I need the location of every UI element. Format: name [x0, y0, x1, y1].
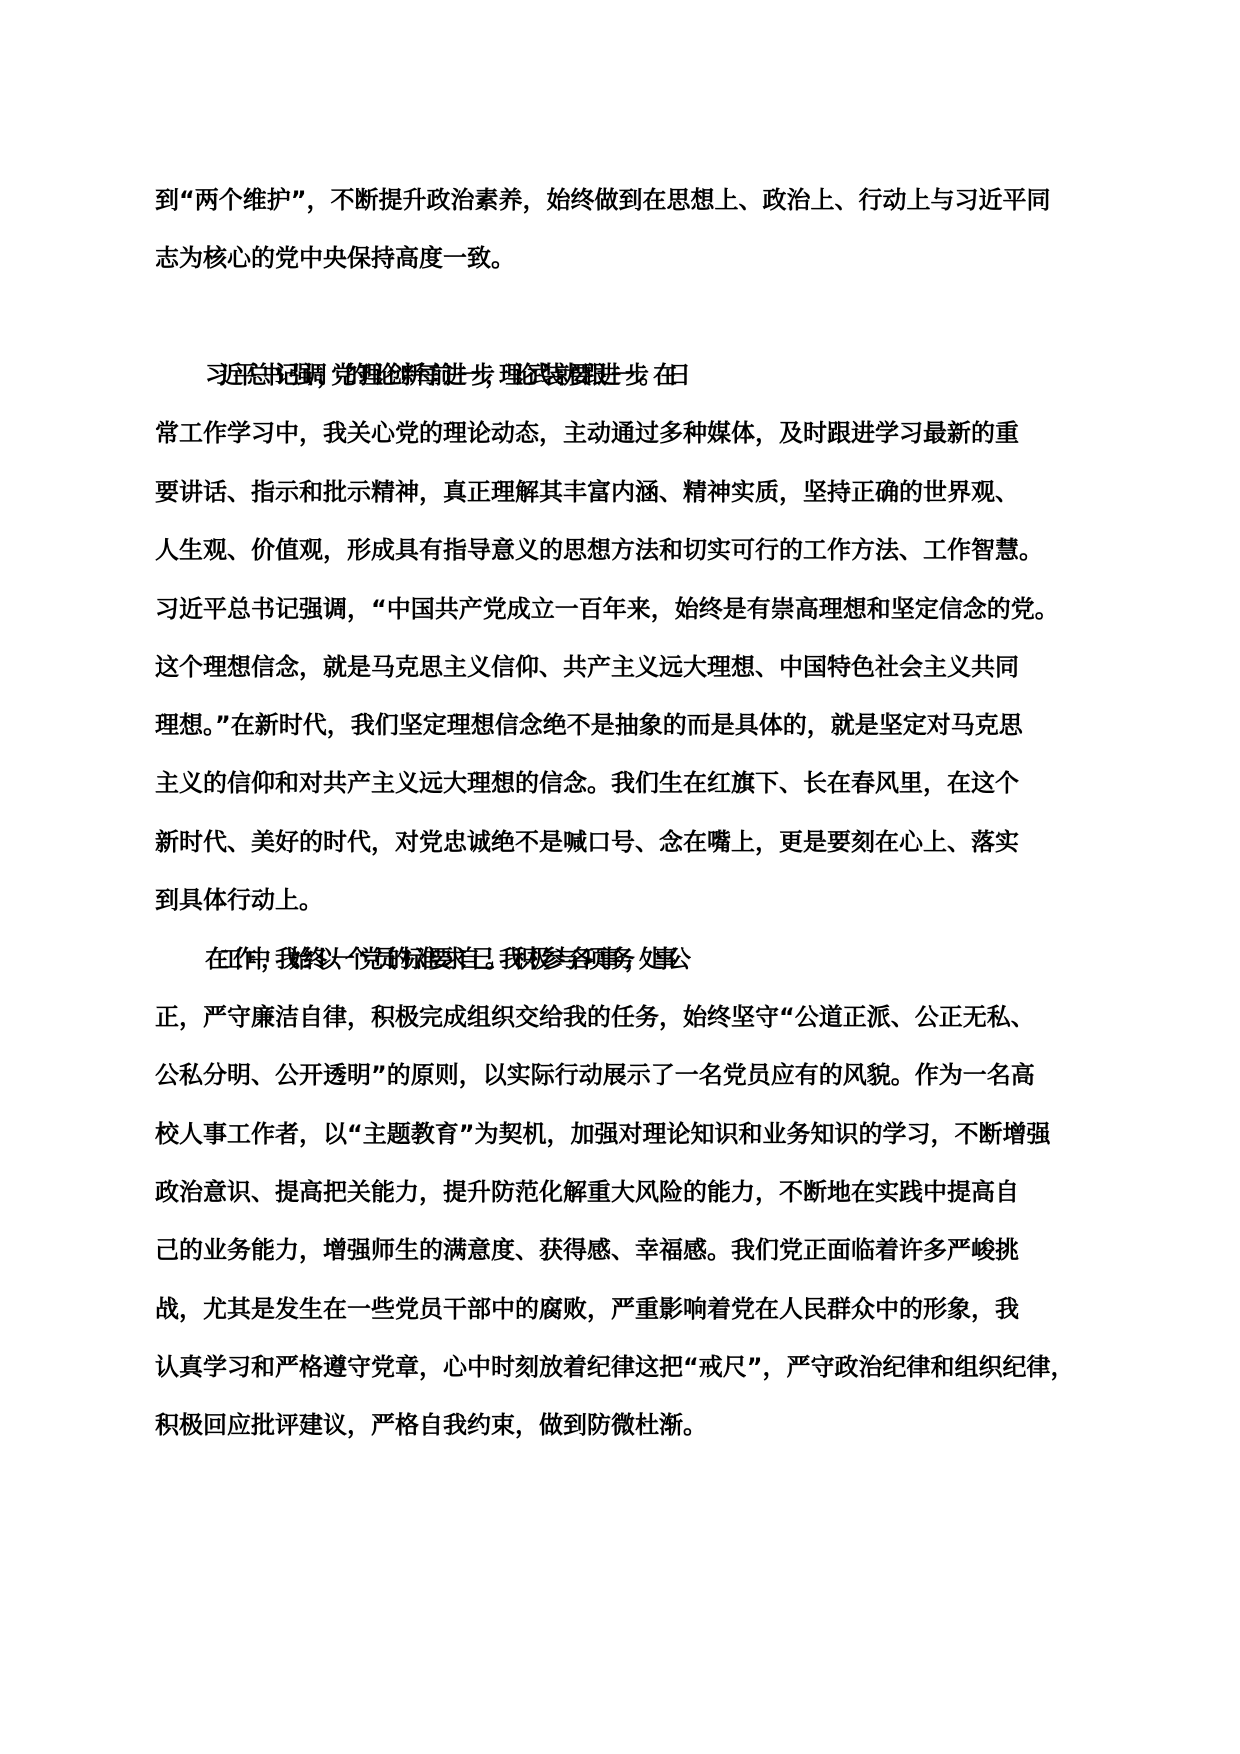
text-line: 习近平总书记强调，“中国共产党成立一百年来，始终是有崇高理想和坚定信念的党。 — [155, 595, 1059, 623]
text-line: 公私分明、公开透明”的原则，以实际行动展示了一名党员应有的风貌。作为一名高 — [155, 1061, 1035, 1089]
text-line: 人生观、价值观，形成具有指导意义的思想方法和切实可行的工作方法、工作智慧。 — [155, 536, 1043, 564]
text-line: 新时代、美好的时代，对党忠诚绝不是喊口号、念在嘴上，更是要刻在心上、落实 — [155, 828, 1019, 856]
paragraph-first-line: 习近平总书记强调，党的理论创新每前进一步，理论武装就要跟进一步。在日 — [205, 361, 681, 389]
text-line: 政治意识、提高把关能力，提升防范化解重大风险的能力，不断地在实践中提高自 — [155, 1178, 1019, 1206]
text-line: 主义的信仰和对共产主义远大理想的信念。我们生在红旗下、长在春风里，在这个 — [155, 769, 1019, 797]
text-line: 这个理想信念，就是马克思主义信仰、共产主义远大理想、中国特色社会主义共同 — [155, 653, 1019, 681]
text-line: 到“两个维护”，不断提升政治素养，始终做到在思想上、政治上、行动上与习近平同 — [155, 186, 1051, 214]
text-line: 认真学习和严格遵守党章，心中时刻放着纪律这把“戒尺”，严守政治纪律和组织纪律， — [155, 1353, 1075, 1381]
text-line: 要讲话、指示和批示精神，真正理解其丰富内涵、精神实质，坚持正确的世界观、 — [155, 478, 1019, 506]
text-line: 志为核心的党中央保持高度一致。 — [155, 244, 515, 272]
text-line: 校人事工作者，以“主题教育”为契机，加强对理论知识和业务知识的学习，不断增强 — [155, 1120, 1051, 1148]
text-line: 战，尤其是发生在一些党员干部中的腐败，严重影响着党在人民群众中的形象，我 — [155, 1295, 1019, 1323]
text-line: 常工作学习中，我关心党的理论动态，主动通过多种媒体，及时跟进学习最新的重 — [155, 419, 1019, 447]
text-line: 正，严守廉洁自律，积极完成组织交给我的任务，始终坚守“公道正派、公正无私、 — [155, 1003, 1035, 1031]
text-line: 到具体行动上。 — [155, 886, 323, 914]
text-line: 积极回应批评建议，严格自我约束，做到防微杜渐。 — [155, 1411, 707, 1439]
text-line: 理想。”在新时代，我们坚定理想信念绝不是抽象的而是具体的，就是坚定对马克思 — [155, 711, 1023, 739]
paragraph-first-line: 在工作中，我始终以一个党员的标准要求自己。我积极参与各项事务，处事公 — [205, 945, 681, 973]
text-line: 己的业务能力，增强师生的满意度、获得感、幸福感。我们党正面临着许多严峻挑 — [155, 1236, 1019, 1264]
